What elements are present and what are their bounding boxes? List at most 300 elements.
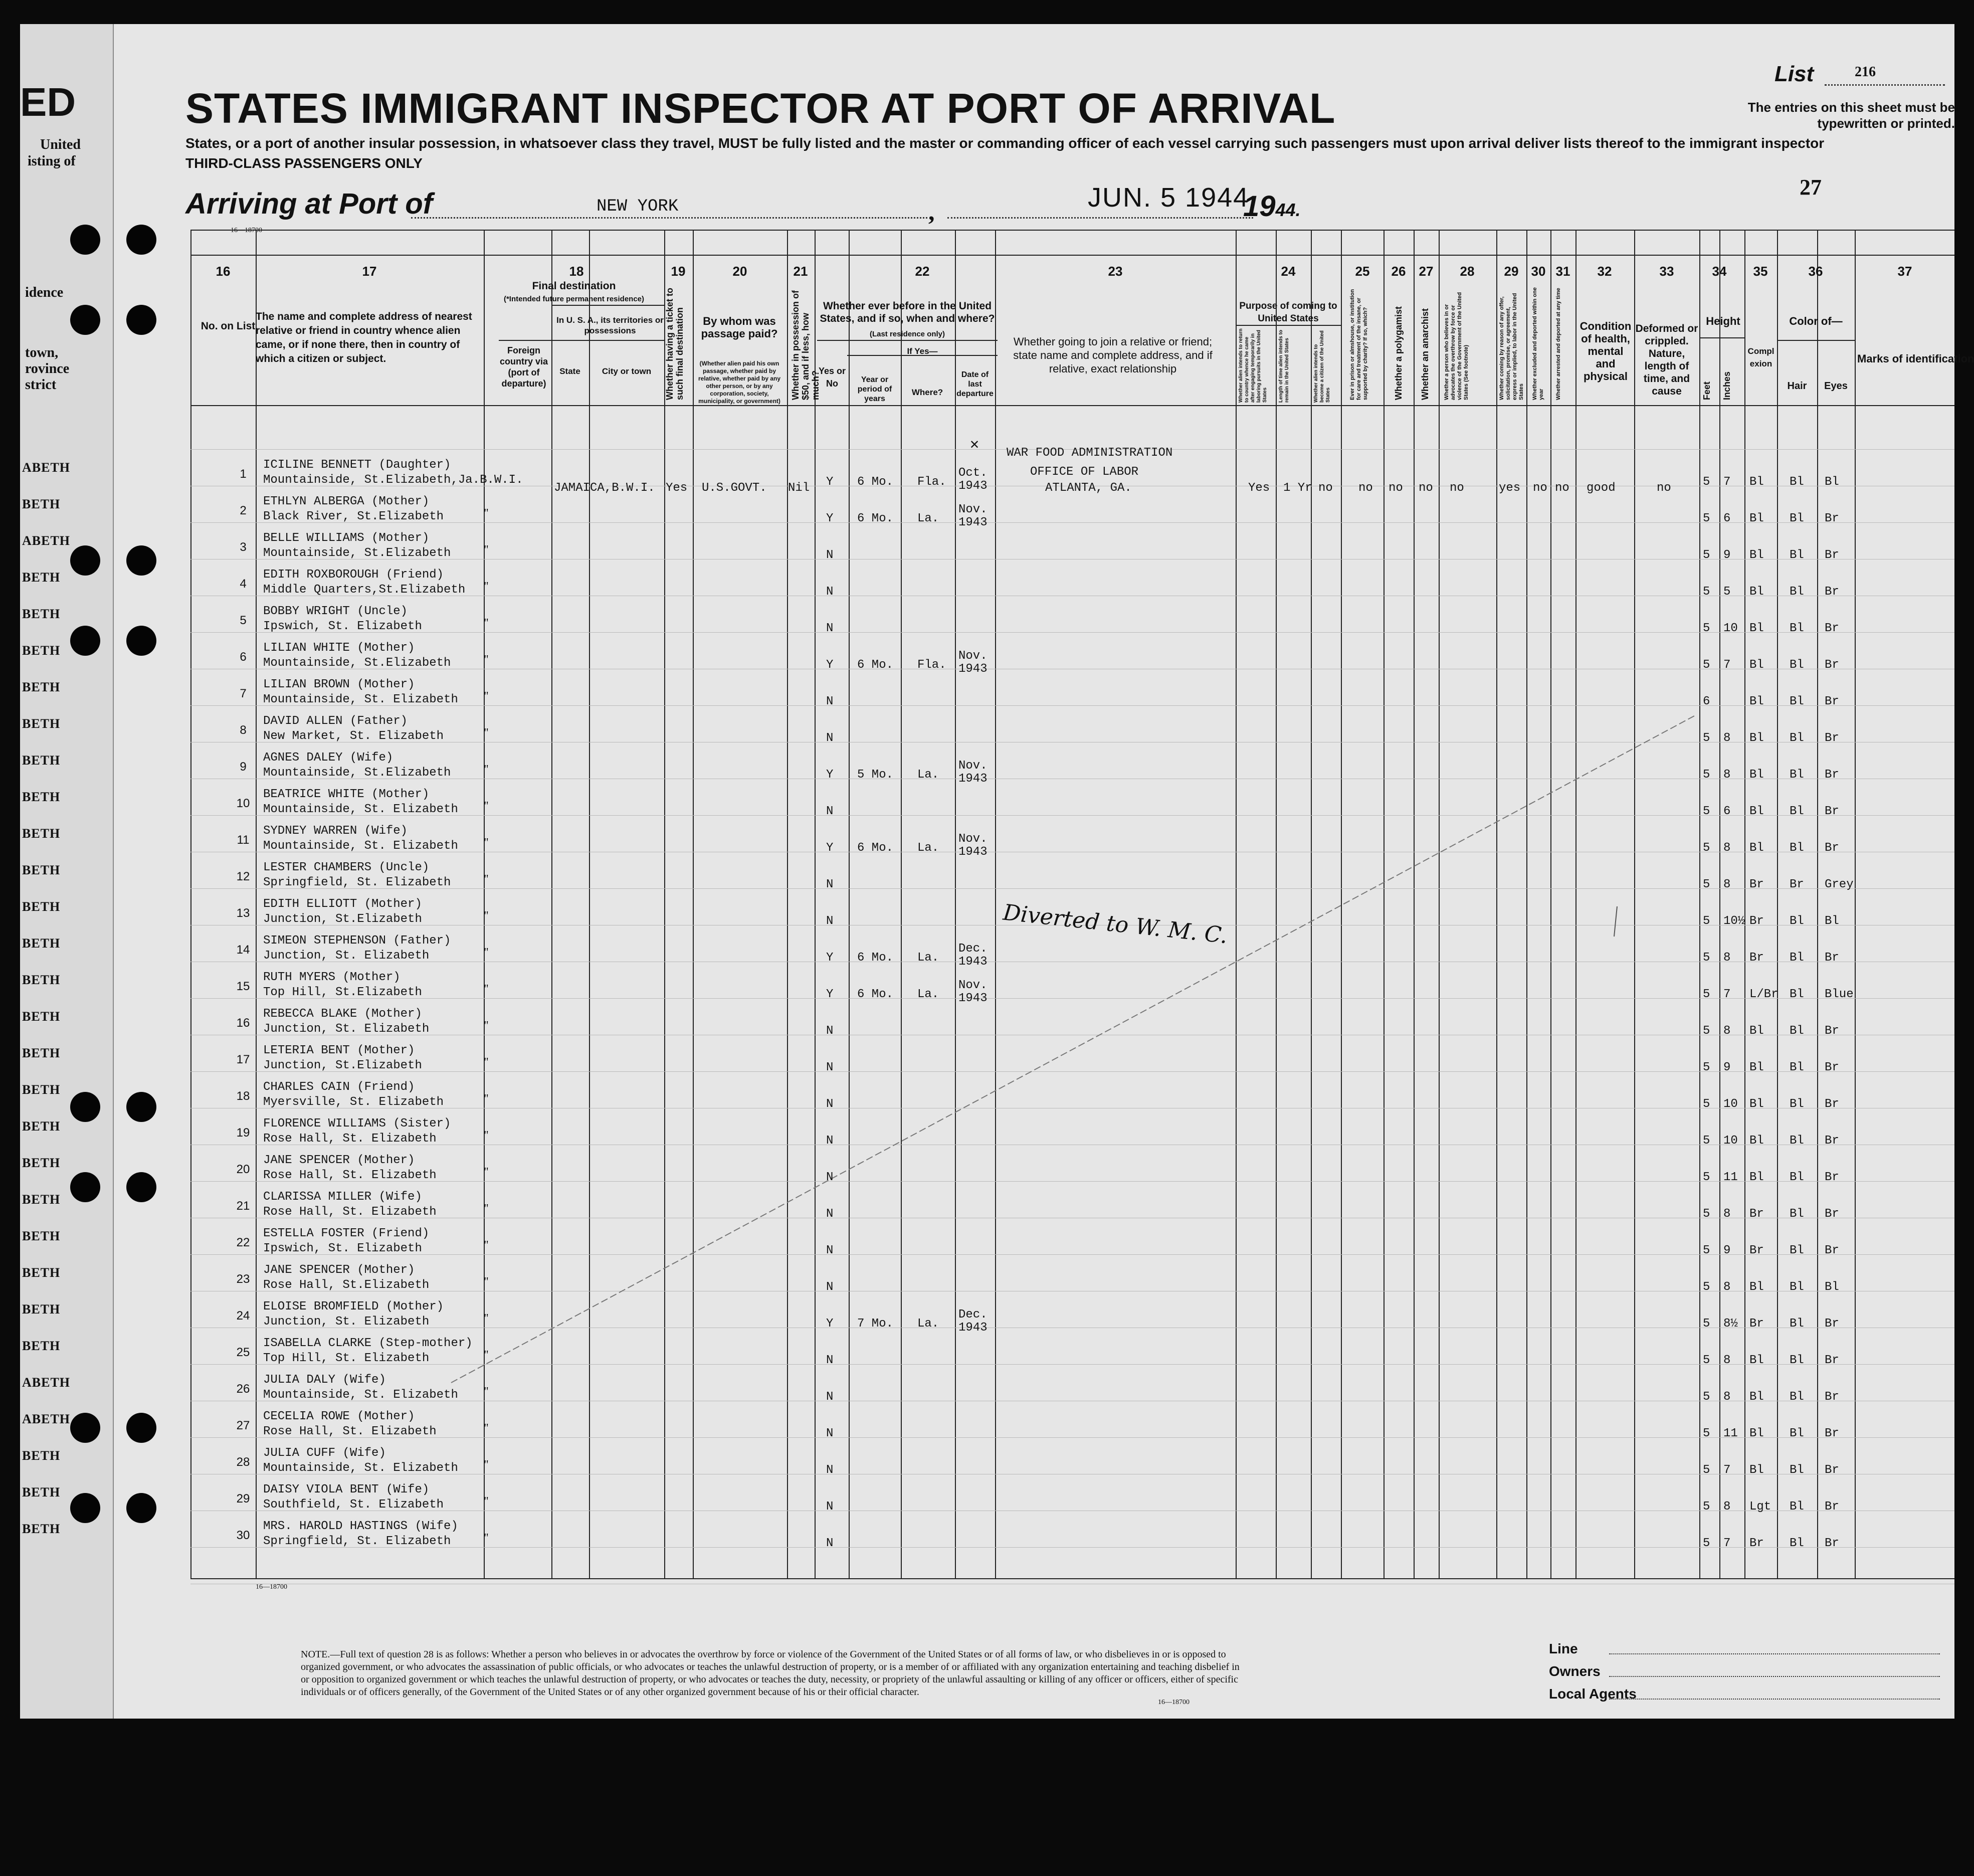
row1-deformed: no [1657, 481, 1671, 495]
relative-address: Mountainside, St.Elizabeth [263, 656, 451, 670]
ditto-mark: " [484, 653, 489, 666]
eye-color: Br [1825, 1537, 1839, 1550]
class-line: THIRD-CLASS PASSENGERS ONLY [185, 155, 423, 171]
height-feet: 5 [1703, 1061, 1710, 1074]
complexion: Bl [1749, 805, 1764, 818]
hair-color: Bl [1790, 512, 1804, 525]
row-number: 25 [236, 1346, 250, 1359]
departure-year: 1943 [958, 992, 988, 1005]
height-inches: 8 [1723, 878, 1731, 891]
list-label: List [1774, 62, 1814, 86]
header-no-on-list: No. on List [201, 320, 256, 332]
hair-color: Bl [1790, 768, 1804, 782]
complexion: Bl [1749, 512, 1764, 525]
height-inches: 8 [1723, 731, 1731, 745]
relative-address: Junction, St. Elizabeth [263, 1022, 430, 1036]
header-feet: Feet [1702, 381, 1712, 400]
header-joining-relative: Whether going to join a relative or friend; state name and complete address, and if relative, exact relationship [1013, 335, 1213, 375]
eye-color: Br [1825, 951, 1839, 965]
hair-color: Bl [1790, 988, 1804, 1001]
ever-before-yes-no: N [826, 1207, 834, 1221]
height-inches: 7 [1723, 1537, 1731, 1550]
hair-color: Bl [1790, 658, 1804, 672]
complexion: Bl [1749, 548, 1764, 562]
left-strip-row-fragment: BETH [22, 1522, 61, 1536]
height-feet: 6 [1703, 695, 1710, 708]
period-of-years: 6 Mo. [857, 658, 894, 672]
ditto-mark: " [484, 1166, 489, 1179]
row-number: 12 [236, 870, 250, 883]
height-feet: 5 [1703, 805, 1710, 818]
column-number: 18 [569, 264, 584, 279]
row-number: 15 [236, 980, 250, 993]
relative-name: ICILINE BENNETT (Daughter) [263, 458, 451, 472]
ditto-mark: " [484, 1422, 489, 1435]
ever-before-yes-no: Y [826, 512, 834, 525]
departure-month: Dec. [958, 942, 988, 956]
relative-address: Mountainside, St. Elizabeth [263, 839, 458, 853]
left-strip-row-fragment: ABETH [22, 460, 71, 475]
height-inches: 6 [1723, 512, 1731, 525]
relative-name: JANE SPENCER (Mother) [263, 1154, 415, 1167]
relative-address: Ipswich, St. Elizabeth [263, 1242, 422, 1255]
complexion: Bl [1749, 1427, 1764, 1440]
eye-color: Br [1825, 1427, 1839, 1440]
row1-purpose-return: Yes [1248, 481, 1270, 495]
row-number: 4 [240, 577, 247, 591]
column-number: 30 [1531, 264, 1546, 279]
ditto-mark: " [484, 1349, 489, 1362]
row1-labor-offer: yes [1499, 481, 1521, 495]
agents-field[interactable] [1609, 1699, 1940, 1700]
left-strip-text: isting of [28, 153, 76, 169]
row-number: 29 [236, 1492, 250, 1506]
relative-address: Rose Hall, St. Elizabeth [263, 1132, 437, 1146]
ditto-mark: " [484, 1312, 489, 1325]
column-number: 28 [1460, 264, 1475, 279]
owners-field[interactable] [1609, 1676, 1940, 1677]
relative-name: JULIA CUFF (Wife) [263, 1446, 386, 1460]
departure-year: 1943 [958, 479, 988, 493]
complexion: Bl [1749, 1024, 1764, 1038]
column-number: 25 [1355, 264, 1370, 279]
left-strip-row-fragment: BETH [22, 607, 61, 621]
ever-before-yes-no: N [826, 1280, 834, 1294]
where-residence: La. [917, 988, 939, 1001]
row-number: 1 [240, 467, 247, 481]
ditto-mark: " [484, 507, 489, 520]
complexion: Bl [1749, 1390, 1764, 1404]
left-strip-row-fragment: BETH [22, 1009, 61, 1024]
height-feet: 5 [1703, 512, 1710, 525]
intro-text: States, or a port of another insular possession, in whatsoever class they travel, MUST be fully listed and the master or commanding officer of each vessel carrying such passengers must upon arrival deliver lists thereof to the immigrant inspector [185, 135, 1825, 151]
header-deformed: Deformed or crippled. Nature, length of time, and cause [1635, 323, 1698, 397]
where-residence: La. [917, 841, 939, 855]
ever-before-yes-no: N [826, 1463, 834, 1477]
complexion: Bl [1749, 1097, 1764, 1111]
left-strip-label: idence [25, 285, 64, 300]
hair-color: Bl [1790, 1024, 1804, 1038]
ditto-mark: " [484, 763, 489, 776]
header-color: Color of— [1789, 315, 1843, 327]
ever-before-yes-no: N [826, 1171, 834, 1184]
hair-color: Bl [1790, 1171, 1804, 1184]
comma: , [928, 198, 935, 226]
relative-address: Rose Hall, St. Elizabeth [263, 1169, 437, 1182]
left-strip-row-fragment: BETH [22, 1046, 61, 1060]
entries-note: The entries on this sheet must be typewritten or printed. [1747, 100, 1955, 131]
header-possession-50: Whether in possession of $50, and if less, how much? [791, 290, 821, 400]
ditto-mark: " [484, 1056, 489, 1069]
header-passage-paid-sub: (Whether alien paid his own passage, whether paid by relative, whether paid by any other person, or by any corporation, society, municipality, or government) [698, 360, 781, 405]
height-inches: 8½ [1723, 1317, 1738, 1331]
height-inches: 9 [1723, 1061, 1731, 1074]
ever-before-yes-no: Y [826, 1317, 834, 1331]
header-final-destination: Final destination [532, 280, 616, 292]
ditto-mark: " [484, 1092, 489, 1105]
row1-joining-line1: WAR FOOD ADMINISTRATION [1007, 446, 1173, 460]
ever-before-yes-no: N [826, 1134, 834, 1148]
relative-address: Mountainside, St.Elizabeth [263, 546, 451, 560]
ever-before-yes-no: N [826, 914, 834, 928]
departure-year: 1943 [958, 772, 988, 786]
relative-name: AGNES DALEY (Wife) [263, 751, 393, 765]
relative-name: LETERIA BENT (Mother) [263, 1044, 415, 1057]
row1-health: good [1587, 481, 1616, 495]
header-in-usa: In U. S. A., its territories or possessions [556, 315, 664, 335]
relative-name: ETHLYN ALBERGA (Mother) [263, 495, 430, 508]
relative-name: CECELIA ROWE (Mother) [263, 1410, 415, 1423]
row-number: 20 [236, 1163, 250, 1176]
complexion: Br [1749, 878, 1764, 891]
departure-month: Oct. [958, 466, 988, 480]
diverted-annotation: Diverted to W. M. C. [1002, 899, 1229, 949]
eye-color: Br [1825, 1061, 1839, 1074]
column-number: 17 [362, 264, 377, 279]
height-feet: 5 [1703, 988, 1710, 1001]
left-strip-label: town, [25, 345, 59, 360]
where-residence: La. [917, 951, 939, 965]
header-if-yes: If Yes— [907, 346, 938, 356]
row-number: 24 [236, 1309, 250, 1323]
column-number: 37 [1897, 264, 1912, 279]
port-value: NEW YORK [597, 197, 679, 216]
hair-color: Bl [1790, 1280, 1804, 1294]
relative-address: Mountainside, St. Elizabeth [263, 693, 458, 706]
ever-before-yes-no: Y [826, 988, 834, 1001]
relative-name: SYDNEY WARREN (Wife) [263, 824, 408, 838]
where-residence: La. [917, 768, 939, 782]
row-number: 14 [236, 943, 250, 957]
column-number: 36 [1808, 264, 1823, 279]
ever-before-yes-no: N [826, 1244, 834, 1257]
row-number: 23 [236, 1272, 250, 1286]
row-number: 28 [236, 1455, 250, 1469]
eye-color: Bl [1825, 475, 1839, 489]
ever-before-yes-no: N [826, 548, 834, 562]
page-number: 27 [1800, 175, 1822, 200]
form-number-table: 16—18700 [256, 1583, 287, 1591]
row-number: 10 [236, 797, 250, 810]
complexion: Bl [1749, 841, 1764, 855]
row1-overthrow: no [1450, 481, 1464, 495]
hair-color: Bl [1790, 475, 1804, 489]
height-inches: 8 [1723, 841, 1731, 855]
left-strip-row-fragment: BETH [22, 1485, 61, 1499]
ditto-mark: " [484, 1019, 489, 1032]
height-inches: 7 [1723, 988, 1731, 1001]
row-number: 13 [236, 906, 250, 920]
hair-color: Bl [1790, 951, 1804, 965]
hair-color: Bl [1790, 1207, 1804, 1221]
ditto-mark: " [484, 1385, 489, 1398]
relative-address: Junction, St. Elizabeth [263, 949, 430, 963]
departure-month: Nov. [958, 649, 988, 663]
hair-color: Bl [1790, 695, 1804, 708]
ditto-mark: " [484, 580, 489, 593]
row1-mark: ✕ [970, 437, 979, 454]
relative-name: REBECCA BLAKE (Mother) [263, 1007, 422, 1021]
header-polygamist: Whether a polygamist [1394, 306, 1404, 400]
header-foreign-country: Foreign country via (port of departure) [499, 345, 548, 389]
height-feet: 5 [1703, 1500, 1710, 1514]
eye-color: Blue [1825, 988, 1854, 1001]
row-number: 5 [240, 614, 247, 627]
hair-color: Bl [1790, 1390, 1804, 1404]
year-suffix: 44. [1275, 200, 1301, 220]
column-number: 22 [915, 264, 930, 279]
height-feet: 5 [1703, 914, 1710, 928]
relative-address: Rose Hall, St. Elizabeth [263, 1205, 437, 1219]
complexion: Br [1749, 1317, 1764, 1331]
left-strip-row-fragment: BETH [22, 1339, 61, 1353]
ditto-mark: " [484, 1275, 489, 1288]
eye-color: Br [1825, 512, 1839, 525]
where-residence: Fla. [917, 658, 946, 672]
height-inches: 9 [1723, 1244, 1731, 1257]
complexion: Br [1749, 914, 1764, 928]
complexion: Bl [1749, 1463, 1764, 1477]
line-label: Line [1549, 1641, 1578, 1656]
eye-color: Br [1825, 1354, 1839, 1367]
complexion: Br [1749, 1244, 1764, 1257]
height-feet: 5 [1703, 878, 1710, 891]
left-strip-row-fragment: BETH [22, 716, 61, 731]
departure-year: 1943 [958, 1321, 988, 1335]
agents-label: Local Agents [1549, 1686, 1637, 1702]
relative-name: BELLE WILLIAMS (Mother) [263, 531, 430, 545]
height-feet: 5 [1703, 768, 1710, 782]
relative-name: DAISY VIOLA BENT (Wife) [263, 1483, 430, 1496]
row1-joining-line3: ATLANTA, GA. [1045, 481, 1132, 495]
height-inches: 8 [1723, 1354, 1731, 1367]
eye-color: Grey [1825, 878, 1854, 891]
hair-color: Bl [1790, 548, 1804, 562]
row-number: 27 [236, 1419, 250, 1432]
eye-color: Br [1825, 1171, 1839, 1184]
left-strip-row-fragment: BETH [22, 497, 61, 511]
height-feet: 5 [1703, 1024, 1710, 1038]
height-feet: 5 [1703, 585, 1710, 599]
eye-color: Br [1825, 585, 1839, 599]
relative-name: JULIA DALY (Wife) [263, 1373, 386, 1387]
height-inches: 8 [1723, 1024, 1731, 1038]
hair-color: Bl [1790, 1061, 1804, 1074]
row-number: 19 [236, 1126, 250, 1140]
relative-address: Top Hill, St. Elizabeth [263, 1352, 430, 1365]
left-strip-row-fragment: BETH [22, 1265, 61, 1280]
height-inches: 10 [1723, 622, 1738, 635]
row1-anarchist: no [1419, 481, 1433, 495]
ditto-mark: " [484, 1458, 489, 1471]
left-strip-row-fragment: ABETH [22, 1375, 71, 1390]
relative-address: Black River, St.Elizabeth [263, 510, 444, 523]
header-yes-or-no: Yes or No [818, 366, 846, 389]
column-number: 32 [1597, 264, 1612, 279]
eye-color: Br [1825, 1317, 1839, 1331]
row-number: 7 [240, 687, 247, 700]
hair-color: Bl [1790, 1317, 1804, 1331]
height-inches: 8 [1723, 1390, 1731, 1404]
complexion: Bl [1749, 1061, 1764, 1074]
left-strip-row-fragment: BETH [22, 1448, 61, 1463]
ditto-mark: " [484, 983, 489, 996]
relative-address: Junction, St. Elizabeth [263, 1315, 430, 1329]
row-number: 3 [240, 540, 247, 554]
eye-color: Br [1825, 695, 1839, 708]
relative-name: ESTELLA FOSTER (Friend) [263, 1227, 430, 1240]
ever-before-yes-no: N [826, 731, 834, 745]
departure-month: Nov. [958, 832, 988, 846]
ever-before-yes-no: N [826, 1390, 834, 1404]
ever-before-yes-no: N [826, 1427, 834, 1440]
height-inches: 8 [1723, 1207, 1731, 1221]
complexion: Bl [1749, 475, 1764, 489]
relative-address: Southfield, St. Elizabeth [263, 1498, 444, 1512]
header-nearest-relative: The name and complete address of nearest relative or friend in country whence alien came, or if none there, then in country of which a citizen or subject. [256, 311, 472, 364]
header-inches: Inches [1722, 371, 1732, 400]
ever-before-yes-no: N [826, 805, 834, 818]
relative-name: LILIAN BROWN (Mother) [263, 678, 415, 691]
row-number: 9 [240, 760, 247, 774]
ever-before-yes-no: N [826, 1500, 834, 1514]
header-eyes: Eyes [1824, 381, 1848, 392]
left-page-title-fragment: ED [20, 80, 76, 124]
height-inches: 10 [1723, 1097, 1738, 1111]
relative-address: Mountainside, St.Elizabeth [263, 766, 451, 780]
ever-before-yes-no: N [826, 585, 834, 599]
left-strip-row-fragment: BETH [22, 899, 61, 914]
left-strip-row-fragment: BETH [22, 790, 61, 804]
height-feet: 5 [1703, 548, 1710, 562]
column-number: 29 [1504, 264, 1519, 279]
departure-month: Nov. [958, 759, 988, 773]
column-number: 21 [793, 264, 808, 279]
relative-name: BEATRICE WHITE (Mother) [263, 788, 430, 801]
column-number: 35 [1753, 264, 1768, 279]
header-purpose-length: Length of time alien intends to remain in the United States [1278, 330, 1290, 403]
header-hair: Hair [1787, 381, 1807, 392]
row-number: 26 [236, 1382, 250, 1396]
eye-color: Br [1825, 1500, 1839, 1514]
ever-before-yes-no: N [826, 878, 834, 891]
relative-address: Myersville, St. Elizabeth [263, 1095, 444, 1109]
height-inches: 11 [1723, 1427, 1738, 1440]
eye-color: Br [1825, 1097, 1839, 1111]
height-inches: 10½ [1723, 914, 1745, 928]
ditto-mark: " [484, 1532, 489, 1545]
ditto-mark: " [484, 1239, 489, 1252]
relative-address: Junction, St.Elizabeth [263, 1059, 422, 1072]
eye-color: Bl [1825, 1280, 1839, 1294]
relative-address: Top Hill, St.Elizabeth [263, 986, 422, 999]
header-ticket: Whether having a ticket to such final destination [665, 287, 685, 400]
eye-color: Br [1825, 1463, 1839, 1477]
departure-year: 1943 [958, 955, 988, 969]
left-strip-row-fragment: BETH [22, 1229, 61, 1243]
complexion: Bl [1749, 1134, 1764, 1148]
hair-color: Bl [1790, 914, 1804, 928]
row1-arrested: no [1555, 481, 1569, 495]
list-number: 216 [1855, 64, 1876, 80]
eye-color: Br [1825, 1134, 1839, 1148]
hair-color: Bl [1790, 1427, 1804, 1440]
complexion: Br [1749, 1207, 1764, 1221]
row1-paid-by: U.S.GOVT. [702, 481, 767, 495]
left-strip-row-fragment: BETH [22, 1156, 61, 1170]
date-stamp: JUN. 5 1944 [1088, 182, 1250, 213]
height-feet: 5 [1703, 658, 1710, 672]
ditto-mark: " [484, 946, 489, 959]
period-of-years: 6 Mo. [857, 841, 894, 855]
ever-before-yes-no: N [826, 1537, 834, 1550]
column-number: 23 [1108, 264, 1123, 279]
relative-name: LESTER CHAMBERS (Uncle) [263, 861, 430, 874]
complexion: Bl [1749, 658, 1764, 672]
height-inches: 8 [1723, 1280, 1731, 1294]
eye-color: Br [1825, 1390, 1839, 1404]
header-health: Condition of health, mental and physical [1580, 320, 1632, 383]
left-strip-label: rovince [25, 361, 70, 377]
ditto-mark: " [484, 543, 489, 556]
height-feet: 5 [1703, 1244, 1710, 1257]
left-strip-row-fragment: ABETH [22, 1412, 71, 1426]
complexion: Br [1749, 1537, 1764, 1550]
header-marks: Marks of identification [1857, 352, 1974, 365]
complexion: Bl [1749, 731, 1764, 745]
height-feet: 5 [1703, 1463, 1710, 1477]
ever-before-yes-no: N [826, 1354, 834, 1367]
row-number: 18 [236, 1089, 250, 1103]
relative-address: New Market, St. Elizabeth [263, 729, 444, 743]
height-feet: 5 [1703, 1390, 1710, 1404]
line-field[interactable] [1609, 1653, 1940, 1654]
departure-month: Dec. [958, 1308, 988, 1322]
row1-joining-line2: OFFICE OF LABOR [1030, 465, 1139, 479]
complexion: Br [1749, 951, 1764, 965]
header-prison: Ever in prison or almshouse, or institution for care and treatment of the insane, or supported by charity? If so, which? [1349, 289, 1368, 400]
height-feet: 5 [1703, 1537, 1710, 1550]
relative-address: Rose Hall, St.Elizabeth [263, 1278, 430, 1292]
where-residence: La. [917, 1317, 939, 1331]
row1-foreign: JAMAICA,B.W.I. [554, 481, 655, 495]
left-strip-row-fragment: BETH [22, 863, 61, 877]
height-feet: 5 [1703, 1207, 1710, 1221]
row1-excluded: no [1533, 481, 1547, 495]
hair-color: Bl [1790, 1354, 1804, 1367]
relative-name: CHARLES CAIN (Friend) [263, 1080, 415, 1094]
header-passage-paid: By whom was passage paid? [701, 315, 778, 340]
